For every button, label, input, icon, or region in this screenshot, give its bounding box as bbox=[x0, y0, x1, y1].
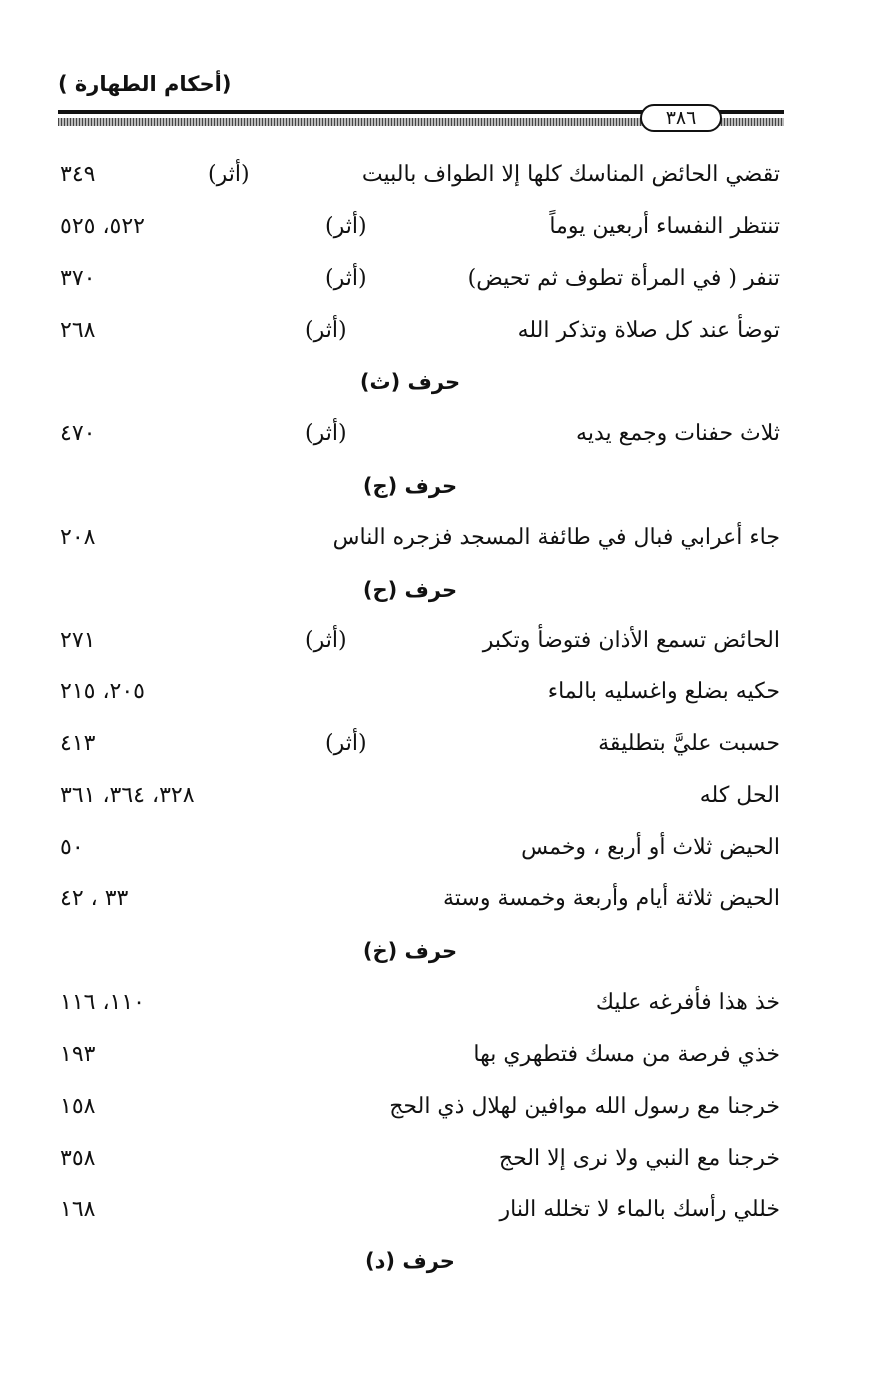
entry-text: خذي فرصة من مسك فتطهري بها bbox=[473, 1042, 780, 1067]
entry-note: (أثر) bbox=[305, 628, 347, 653]
entry-pages: ٥٠ bbox=[60, 835, 84, 860]
entry-text: تنفر ( في المرأة تطوف ثم تحيض) bbox=[467, 266, 780, 291]
entry-text: تنتظر النفساء أربعين يوماً bbox=[549, 214, 780, 239]
entry-text: الحيض ثلاثة أيام وأربعة وخمسة وستة bbox=[442, 886, 780, 911]
entry-pages: ١٩٣ bbox=[60, 1042, 96, 1067]
entry-text: الحيض ثلاث أو أربع ، وخمس bbox=[521, 835, 780, 860]
entry-pages: ٣٣ ، ٤٢ bbox=[60, 886, 129, 911]
index-entry bbox=[40, 672, 780, 712]
entry-pages: ٣٤٩ bbox=[60, 162, 96, 187]
page-number-badge: ٣٨٦ bbox=[640, 104, 722, 132]
index-entry bbox=[40, 1035, 780, 1075]
index-entry bbox=[40, 311, 780, 351]
entry-text: الحل كله bbox=[699, 783, 780, 808]
entry-pages: ٣٧٠ bbox=[60, 266, 96, 291]
section-heading-jim: حرف (ج) bbox=[362, 474, 458, 498]
section-heading-ha: حرف (ح) bbox=[362, 578, 458, 602]
entry-pages: ٤٧٠ bbox=[60, 421, 96, 446]
index-entry bbox=[40, 776, 780, 816]
index-entry bbox=[40, 879, 780, 919]
entry-note: (أثر) bbox=[325, 266, 367, 291]
index-entry bbox=[40, 518, 780, 558]
entry-text: جاء أعرابي فبال في طائفة المسجد فزجره الناس bbox=[332, 525, 780, 550]
entry-pages: ٣٥٨ bbox=[60, 1146, 96, 1171]
index-entry bbox=[40, 1190, 780, 1230]
entry-text: خللي رأسك بالماء لا تخلله النار bbox=[499, 1197, 780, 1222]
entry-pages: ٤١٣ bbox=[60, 731, 96, 756]
entry-pages: ٢٠٥، ٢١٥ bbox=[60, 679, 145, 704]
entry-pages: ١٦٨ bbox=[60, 1197, 96, 1222]
index-entry bbox=[40, 414, 780, 454]
entry-text: خرجنا مع النبي ولا نرى إلا الحج bbox=[498, 1146, 780, 1171]
index-entry bbox=[40, 259, 780, 299]
entry-pages: ٣٢٨، ٣٦٤، ٣٦١ bbox=[60, 783, 195, 808]
entry-text: توضأ عند كل صلاة وتذكر الله bbox=[517, 318, 780, 343]
entry-note: (أثر) bbox=[305, 318, 347, 343]
index-entry bbox=[40, 983, 780, 1023]
entry-pages: ٢٠٨ bbox=[60, 525, 96, 550]
entry-note: (أثر) bbox=[305, 421, 347, 446]
entry-pages: ٢٦٨ bbox=[60, 318, 96, 343]
entry-text: خذ هذا فأفرغه عليك bbox=[595, 990, 780, 1015]
entry-text: حكيه بضلع واغسليه بالماء bbox=[547, 679, 780, 704]
section-heading-kha: حرف (خ) bbox=[362, 939, 458, 963]
entry-pages: ١١٠، ١١٦ bbox=[60, 990, 145, 1015]
index-entry bbox=[40, 1087, 780, 1127]
entry-text: حسبت عليَّ بتطليقة bbox=[598, 731, 780, 756]
entry-text: ثلاث حفنات وجمع يديه bbox=[576, 421, 780, 446]
section-heading-dal: حرف (د) bbox=[365, 1249, 455, 1273]
section-heading-tha: حرف (ث) bbox=[359, 370, 461, 394]
index-entry bbox=[40, 724, 780, 764]
entry-pages: ٥٢٢، ٥٢٥ bbox=[60, 214, 145, 239]
entry-note: (أثر) bbox=[325, 731, 367, 756]
entry-text: الحائض تسمع الأذان فتوضأ وتكبر bbox=[482, 628, 780, 653]
running-header-title: (أحكام الطهارة ) bbox=[58, 72, 232, 96]
index-entry bbox=[40, 155, 780, 195]
index-entry bbox=[40, 207, 780, 247]
entry-note: (أثر) bbox=[208, 162, 250, 187]
entry-note: (أثر) bbox=[325, 214, 367, 239]
entry-text: تقضي الحائض المناسك كلها إلا الطواف بالبيت bbox=[361, 162, 780, 187]
entry-pages: ١٥٨ bbox=[60, 1094, 96, 1119]
index-entry bbox=[40, 1139, 780, 1179]
entry-text: خرجنا مع رسول الله موافين لهلال ذي الحج bbox=[389, 1094, 780, 1119]
index-entry bbox=[40, 621, 780, 661]
index-entry bbox=[40, 828, 780, 868]
entry-pages: ٢٧١ bbox=[60, 628, 96, 653]
